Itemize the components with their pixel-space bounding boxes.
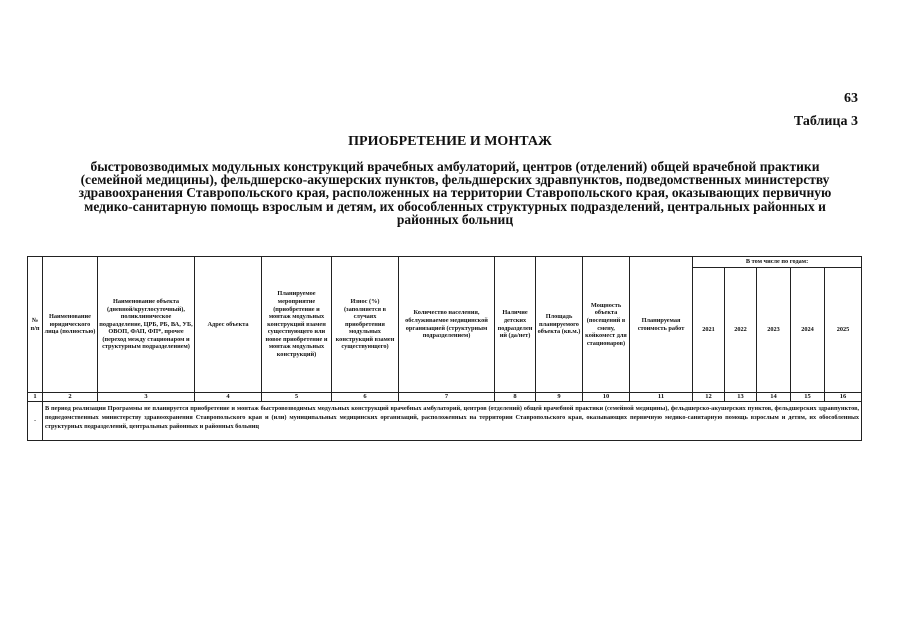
column-number-row [28, 393, 862, 402]
column-number: 3 [98, 393, 195, 402]
header-col-1: № п/п [28, 257, 43, 393]
header-col-4: Адрес объекта [195, 257, 262, 393]
page-number: 63 [844, 91, 858, 106]
column-number: 8 [495, 393, 536, 402]
header-col-11: Планируемая стоимость работ [630, 257, 693, 393]
note-row [28, 402, 862, 441]
header-col-10: Мощность объекта (посещений в смену, койкомест для стационаров) [583, 257, 630, 393]
column-number: 12 [693, 393, 725, 402]
column-number: 1 [28, 393, 43, 402]
column-number: 16 [825, 393, 862, 402]
column-number: 4 [195, 393, 262, 402]
header-year: 2024 [791, 268, 825, 393]
column-number: 5 [262, 393, 332, 402]
header-col-3: Наименование объекта (дневной/круглосуточный), поликлиническое подразделение, ЦРБ, РБ, ВА, УБ, ОВОП, ФАП, ФП*, прочее (переход между стационаром и структурным подразделением) [98, 257, 195, 393]
header-col-8: Наличие детских подразделений (да/нет) [495, 257, 536, 393]
header-years-group: В том числе по годам: [693, 257, 862, 268]
header-year: 2022 [725, 268, 757, 393]
column-number: 7 [399, 393, 495, 402]
header-col-7: Количество населения, обслуживаемое медицинской организацией (структурным подразделением) [399, 257, 495, 393]
column-number: 11 [630, 393, 693, 402]
column-number: 2 [43, 393, 98, 402]
header-year: 2023 [757, 268, 791, 393]
header-col-6: Износ (%) (заполняется в случаях приобретения модульных конструкций взамен существующего) [332, 257, 399, 393]
note-marker: - [28, 402, 43, 441]
document-title: ПРИОБРЕТЕНИЕ И МОНТАЖ [348, 134, 552, 149]
note-text: В период реализации Программы не планируется приобретение и монтаж быстровозводимых модульных конструкций врачебных амбулаторий, центров (отделений) общей врачебной практики (семейной медицины), фельдшерско-акушерских пунктов, фельдшерских здравпунктов, подведомственных министерству здравоохранения Ставропольского края и (или) муниципальных медицинских организаций, расположенных на территории Ставропольского края, оказывающих первичную медико-санитарную помощь взрослым и детям, их обособленных структурных подразделений, центральных районных и районных больниц [43, 402, 862, 441]
column-number: 14 [757, 393, 791, 402]
column-number: 6 [332, 393, 399, 402]
document-subtitle: быстровозводимых модульных конструкций врачебных амбулаторий, центров (отделений) общей врачебной практики (семейной медицины), фельдшерско-акушерских пунктов, фельдшерских здравпунктов, подведомственных министерству здравоохранения Ставропольского края, расположенных на территории Ставропольского края, оказывающих первичную медико-санитарную помощь взрослым и детям, их обособленных структурных подразделений, центральных районных и районных больниц [78, 159, 832, 227]
table-label: Таблица 3 [793, 114, 858, 129]
header-year: 2025 [825, 268, 862, 393]
column-number: 15 [791, 393, 825, 402]
column-number: 9 [536, 393, 583, 402]
header-col-5: Планируемое мероприятие (приобретение и монтаж модульных конструкций взамен существующего или новое приобретение и монтаж модульных конструкций) [262, 257, 332, 393]
column-number: 10 [583, 393, 630, 402]
header-col-2: Наименование юридического лица (полностью) [43, 257, 98, 393]
header-year: 2021 [693, 268, 725, 393]
header-col-9: Площадь планируемого объекта (кв.м.) [536, 257, 583, 393]
data-table [27, 256, 862, 441]
column-number: 13 [725, 393, 757, 402]
